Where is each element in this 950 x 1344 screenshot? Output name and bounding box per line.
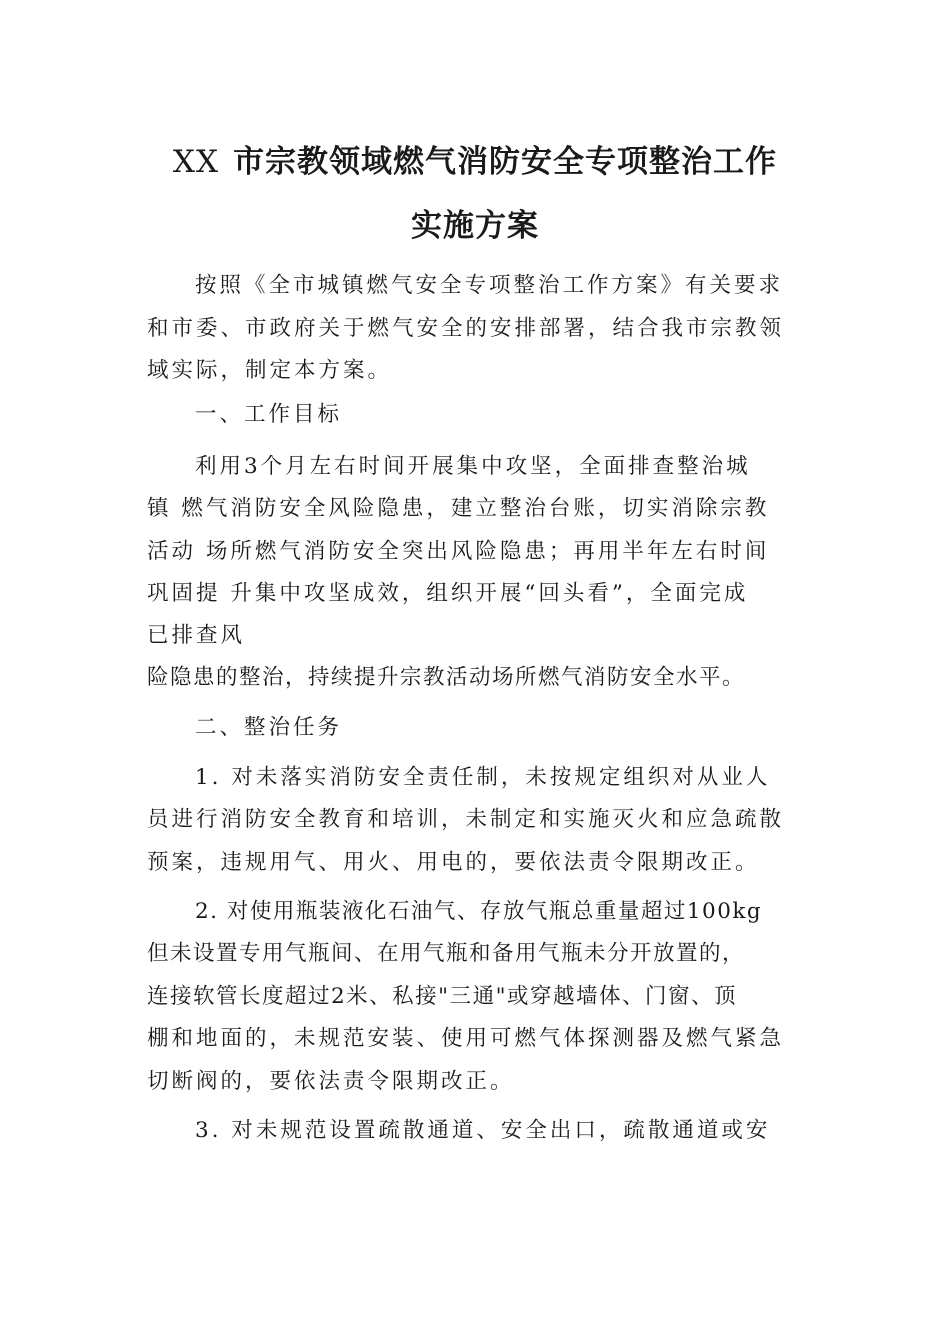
body-line-16: 但未设置专用气瓶间、在用气瓶和备用气瓶未分开放置的， [147, 941, 746, 966]
body-line-20: 3. 对未规范设置疏散通道、安全出口，疏散通道或安 [195, 1118, 771, 1143]
body-line-17: 连接软管长度超过2米、私接"三通"或穿越墙体、门窗、顶 [147, 984, 737, 1009]
body-line-19: 切断阀的，要依法责令限期改正。 [147, 1069, 515, 1094]
body-line-2: 和市委、市政府关于燃气安全的安排部署，结合我市宗教领 [147, 316, 785, 341]
title-text-1: 市宗教领域燃气消防安全专项整治工作 [233, 144, 778, 180]
body-line-7: 活动 场所燃气消防安全突出风险隐患；再用半年左右时间 [147, 539, 770, 564]
body-line-8: 巩固提 升集中攻坚成效，组织开展“回头看”，全面完成 [147, 581, 749, 606]
section-heading-1: 一、工作目标 [195, 402, 343, 427]
body-line-13: 员进行消防安全教育和培训，未制定和实施灭火和应急疏散 [147, 807, 785, 832]
body-line-1: 按照《全市城镇燃气安全专项整治工作方案》有关要求 [195, 273, 784, 298]
title-prefix: XX [172, 144, 220, 180]
body-line-6: 镇 燃气消防安全风险隐患，建立整治台账，切实消除宗教 [147, 496, 770, 521]
document-title-line-1 [0, 136, 950, 181]
body-line-18: 棚和地面的，未规范安装、使用可燃气体探测器及燃气紧急 [147, 1026, 785, 1051]
body-line-9: 已排查风 [147, 623, 246, 648]
body-line-15: 2. 对使用瓶装液化石油气、存放气瓶总重量超过100kg [195, 899, 763, 924]
body-line-10: 险隐患的整治，持续提升宗教活动场所燃气消防安全水平。 [147, 665, 746, 690]
document-title-line-2: 实施方案 [411, 208, 539, 244]
body-line-5: 利用3个月左右时间开展集中攻坚，全面排查整治城 [195, 454, 751, 479]
body-line-3: 域实际，制定本方案。 [147, 358, 393, 383]
section-heading-2: 二、整治任务 [195, 715, 343, 740]
body-line-12: 1. 对未落实消防安全责任制，未按规定组织对从业人 [195, 765, 771, 790]
body-line-14: 预案，违规用气、用火、用电的，要依法责令限期改正。 [147, 850, 760, 875]
